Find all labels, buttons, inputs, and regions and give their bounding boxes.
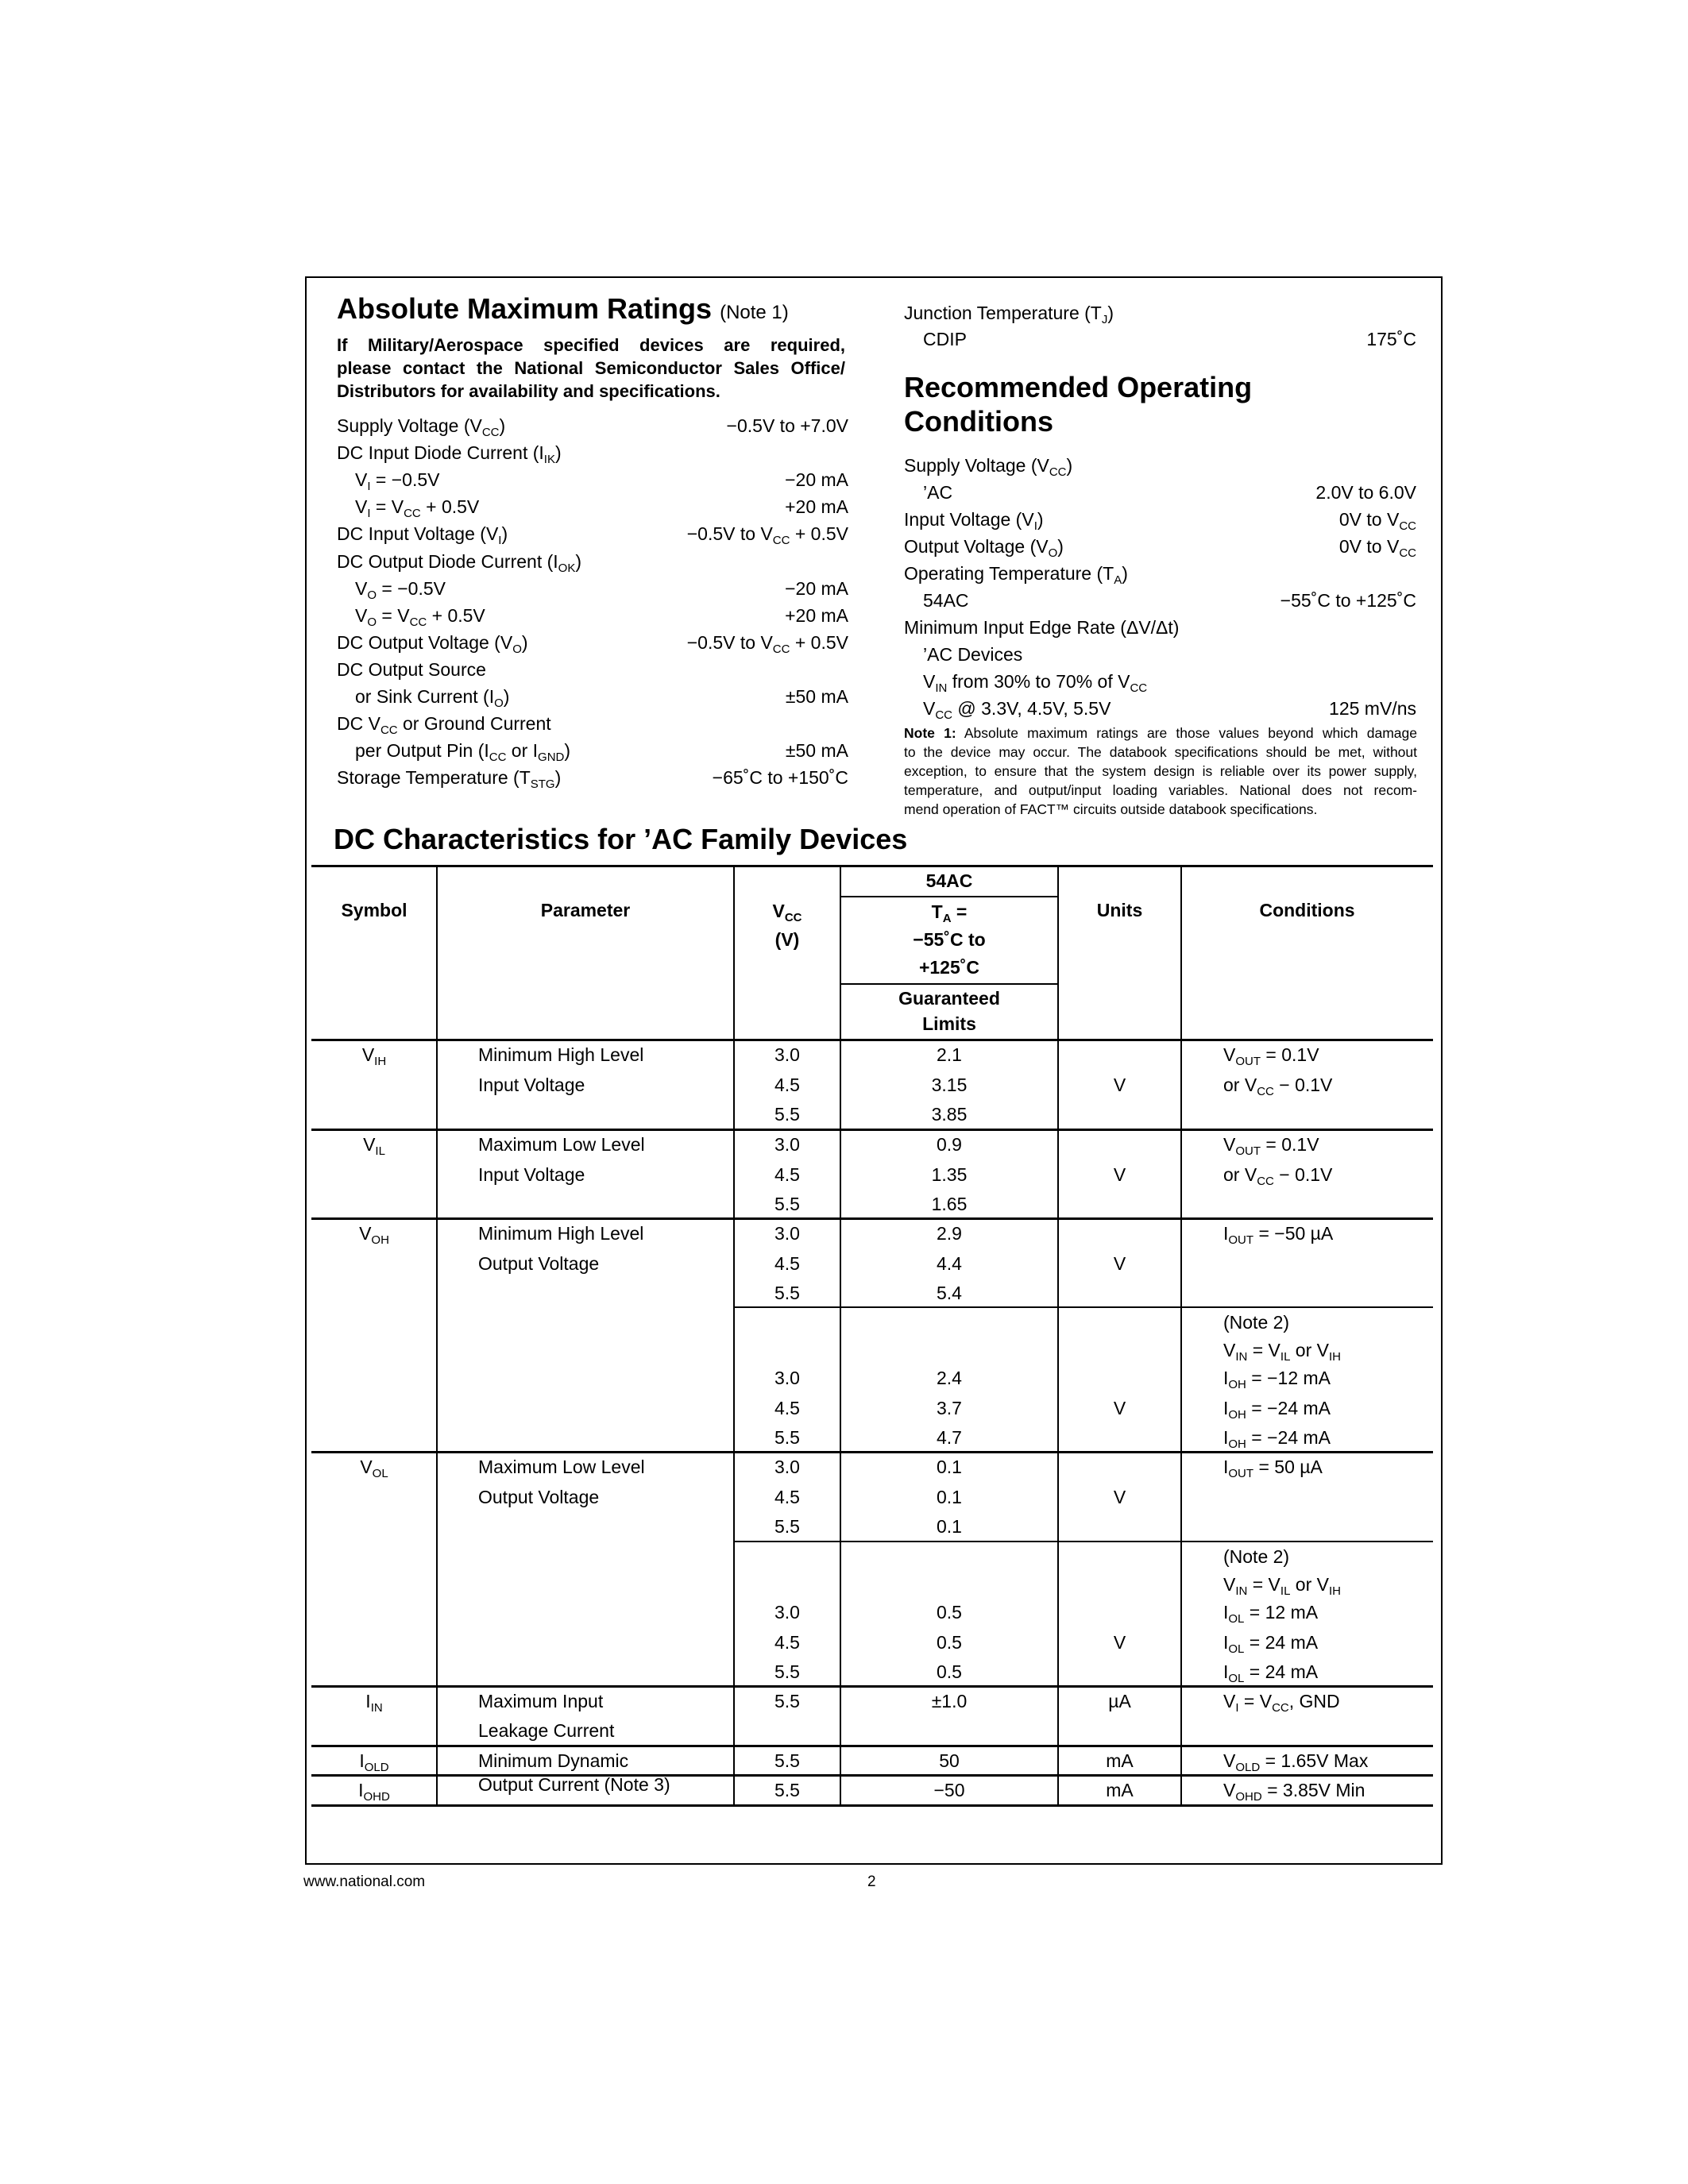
row-condition-note: (Note 2) (1223, 1312, 1290, 1333)
row-parameter: Leakage Current (478, 1720, 615, 1741)
amr-row-label: Supply Voltage $(V_{CC})$ (337, 415, 506, 439)
row-vcc: 5.5 (774, 1427, 800, 1448)
row-limit: 0.5 (937, 1661, 962, 1682)
footer-url[interactable]: www.national.com (303, 1873, 426, 1890)
roc-title-line: Conditions (904, 405, 1053, 438)
row-limit: 3.85 (931, 1104, 968, 1125)
amr-row-value: ±50 mA (785, 740, 848, 761)
amr-row-label: DC Output Voltage $(V_O)$ (337, 632, 528, 656)
amr-row-value: +20 mA (785, 605, 848, 626)
roc-ac-label: ’AC (923, 482, 953, 503)
row-unit: µA (1108, 1691, 1131, 1711)
amr-row-label: $V_I = V_{CC} + 0.5V$ (355, 496, 480, 520)
amr-row-value: −0.5V to $V_{CC} + 0.5V$ (686, 523, 848, 547)
row-unit: mA (1106, 1780, 1134, 1800)
row-condition: $V_{OHD} = 3.85V$ Min (1223, 1780, 1365, 1804)
row-symbol: $I_{OLD}$ (359, 1750, 389, 1774)
roc-supply-label: Supply Voltage $(V_{CC})$ (904, 455, 1073, 479)
row-unit: V (1113, 1074, 1126, 1095)
row-vcc: 3.0 (774, 1368, 800, 1388)
note-1-line: temperature, and output/input loading variables. National does not recom- (904, 782, 1417, 798)
row-limit: 0.5 (937, 1631, 962, 1653)
row-parameter: Input Voltage (478, 1074, 585, 1095)
row-vcc: 3.0 (774, 1602, 800, 1623)
table-col-rule (436, 865, 438, 1804)
amr-row-label: DC Input Diode Current $(I_{IK})$ (337, 442, 562, 466)
row-parameter: Output Current (Note 3) (478, 1774, 670, 1795)
amr-row-label: DC Output Source (337, 659, 486, 680)
row-vcc: 5.5 (774, 1283, 800, 1303)
roc-output-value: 0V to $V_{CC}$ (1338, 536, 1416, 560)
row-condition: $V_{IN} = V_{IL}$ or $V_{IH}$ (1223, 1574, 1341, 1598)
row-condition: $I_{OL} = 24$ mA (1223, 1661, 1319, 1685)
row-unit: V (1113, 1486, 1126, 1507)
row-symbol: $I_{OHD}$ (358, 1780, 390, 1804)
military-note-line: If Military/Aerospace specified devices are required, (337, 335, 845, 355)
amr-row-label: DC $V_{CC}$ or Ground Current (337, 713, 551, 737)
amr-row-label: per Output Pin ($I_{CC}$ or $I_{GND}$) (355, 740, 571, 764)
roc-vcc-label: $V_{CC}$ @ 3.3V, 4.5V, 5.5V (923, 698, 1111, 722)
row-limit: 50 (939, 1750, 960, 1771)
amr-row-label: DC Output Diode Current $(I_{OK})$ (337, 551, 582, 575)
header-vcc-unit: (V) (774, 929, 800, 950)
row-condition: $V_{IN} = V_{IL}$ or $V_{IH}$ (1223, 1340, 1341, 1364)
row-limit: 0.1 (937, 1457, 962, 1477)
row-condition: $V_{OLD} = 1.65V$ Max (1223, 1750, 1369, 1774)
note-1 (904, 723, 1417, 819)
row-parameter: Minimum High Level (478, 1223, 644, 1244)
row-condition: $V_{OUT} = 0.1V$ (1223, 1134, 1319, 1158)
row-vcc: 4.5 (774, 1074, 800, 1095)
row-vcc: 5.5 (774, 1104, 800, 1125)
amr-title-text: Absolute Maximum Ratings (337, 292, 713, 325)
row-condition: $I_{OH} = -12$ mA (1223, 1368, 1331, 1391)
roc-edge-label: Minimum Input Edge Rate (ΔV/Δt) (904, 617, 1180, 638)
note-1-line: to the device may occur. The databook specifications should be met, without (904, 744, 1417, 760)
roc-temp-label: Operating Temperature $(T_A)$ (904, 563, 1128, 587)
row-symbol: $V_{OH}$ (359, 1223, 389, 1247)
header-parameter: Parameter (540, 900, 631, 920)
roc-output-label: Output Voltage $(V_O)$ (904, 536, 1064, 560)
cdip-value: 175˚C (1366, 329, 1416, 349)
row-limit: 2.9 (937, 1223, 962, 1244)
roc-vin-label: $V_{IN}$ from 30% to 70% of $V_{CC}$ (923, 671, 1148, 695)
amr-row-label: $V_I = -0.5V$ (355, 469, 440, 493)
row-limit: ±1.0 (931, 1691, 968, 1711)
row-condition: $I_{OH} = -24$ mA (1223, 1427, 1331, 1451)
header-limits: Limits (922, 1013, 976, 1034)
row-limit: 0.1 (937, 1516, 962, 1537)
row-vcc: 3.0 (774, 1223, 800, 1244)
note-1-line: Absolute maximum ratings are those values beyond which damage (956, 725, 1418, 741)
header-vcc: $V_{CC}$ (772, 901, 802, 924)
row-limit: 1.65 (931, 1194, 968, 1214)
row-limit: 1.35 (931, 1163, 968, 1185)
row-parameter: Maximum Low Level (478, 1134, 645, 1155)
row-parameter: Minimum High Level (478, 1044, 644, 1065)
row-vcc: 3.0 (774, 1044, 800, 1065)
header-symbol: Symbol (341, 900, 408, 920)
roc-temp54-label: 54AC (923, 590, 969, 611)
amr-row-label: Storage Temperature $(T_{STG})$ (337, 767, 562, 791)
row-vcc: 5.5 (774, 1780, 800, 1800)
header-ta: $T_A$ = (931, 901, 968, 925)
amr-row-value: +20 mA (785, 496, 848, 517)
roc-vcc-value: 125 mV/ns (1329, 698, 1416, 719)
row-unit: V (1113, 1163, 1126, 1185)
row-vcc: 5.5 (774, 1750, 800, 1771)
roc-temp54-value: −55˚C to +125˚C (1280, 590, 1416, 611)
row-parameter: Maximum Low Level (478, 1457, 645, 1477)
header-54ac: 54AC (925, 870, 973, 891)
note-1-line: mend operation of FACT™ circuits outside databook specifications. (904, 801, 1318, 817)
row-limit: −50 (933, 1780, 965, 1800)
row-parameter: Output Voltage (478, 1486, 600, 1507)
row-condition-note: (Note 2) (1223, 1546, 1290, 1567)
note-1-line: exception, to ensure that the system design is reliable over its power supply, (904, 763, 1417, 779)
amr-row-label: DC Input Voltage $(V_I)$ (337, 523, 508, 547)
note-1-lead: Note 1: (904, 725, 956, 741)
header-ta-range: +125˚C (918, 957, 980, 978)
row-condition: $I_{OL} = 12$ mA (1223, 1602, 1319, 1626)
row-condition: $V_I = V_{CC}$, GND (1223, 1691, 1340, 1715)
row-symbol: $V_{IL}$ (363, 1134, 385, 1158)
row-unit: V (1113, 1631, 1126, 1653)
row-limit: 0.9 (937, 1134, 962, 1155)
row-limit: 3.7 (937, 1397, 962, 1418)
amr-row-value: −0.5V to $V_{CC} + 0.5V$ (686, 632, 848, 656)
row-vcc: 3.0 (774, 1457, 800, 1477)
row-vcc: 3.0 (774, 1134, 800, 1155)
header-ta-range: −55˚C to (913, 929, 986, 950)
row-vcc: 5.5 (774, 1516, 800, 1537)
row-unit: V (1113, 1397, 1126, 1418)
row-symbol: $V_{OL}$ (360, 1457, 388, 1480)
amr-title (337, 292, 789, 326)
military-note (337, 334, 845, 403)
row-condition: $V_{OUT} = 0.1V$ (1223, 1044, 1319, 1068)
row-parameter: Minimum Dynamic (478, 1750, 629, 1771)
row-vcc: 4.5 (774, 1163, 800, 1185)
row-limit: 0.1 (937, 1486, 962, 1507)
row-unit: mA (1106, 1750, 1134, 1771)
row-vcc: 5.5 (774, 1691, 800, 1711)
amr-row-value: −20 mA (785, 578, 848, 599)
row-limit: 4.4 (937, 1252, 962, 1274)
roc-title (904, 370, 1252, 438)
row-parameter: Input Voltage (478, 1163, 585, 1185)
header-conditions: Conditions (1259, 900, 1355, 920)
page-number: 2 (867, 1873, 876, 1890)
row-parameter: Maximum Input (478, 1691, 604, 1711)
row-unit: V (1113, 1252, 1126, 1274)
row-condition: $I_{OUT} = 50$ µA (1223, 1457, 1323, 1480)
header-units: Units (1096, 900, 1143, 920)
row-vcc: 5.5 (774, 1661, 800, 1682)
row-condition: $I_{OUT} = -50$ µA (1223, 1223, 1334, 1247)
roc-input-label: Input Voltage $(V_I)$ (904, 509, 1044, 533)
row-limit: 3.15 (931, 1074, 968, 1095)
row-symbol: $V_{IH}$ (361, 1044, 387, 1068)
row-limit: 5.4 (937, 1283, 962, 1303)
junction-label: Junction Temperature $(T_J)$ (904, 303, 1114, 326)
row-condition: $I_{OL} = 24$ mA (1223, 1631, 1319, 1656)
roc-ac-value: 2.0V to 6.0V (1315, 482, 1416, 503)
roc-title-line: Recommended Operating (904, 371, 1253, 403)
row-limit: 4.7 (937, 1427, 962, 1448)
amr-row-label: or Sink Current $(I_O)$ (355, 686, 510, 710)
military-note-line: please contact the National Semiconductor Sales Office/ (337, 358, 845, 378)
row-limit: 2.4 (937, 1368, 962, 1388)
roc-edge-devices: ’AC Devices (923, 644, 1023, 665)
table-col-rule (1180, 865, 1182, 1804)
row-vcc: 4.5 (774, 1397, 800, 1418)
military-note-line: Distributors for availability and specifications. (337, 381, 720, 401)
row-vcc: 4.5 (774, 1486, 800, 1507)
row-limit: 0.5 (937, 1602, 962, 1623)
dc-title: DC Characteristics for ’AC Family Devices (334, 823, 908, 855)
row-vcc: 4.5 (774, 1252, 800, 1274)
row-symbol: $I_{IN}$ (365, 1691, 383, 1715)
row-condition: or $V_{CC} - 0.1V$ (1223, 1163, 1333, 1188)
row-vcc: 4.5 (774, 1631, 800, 1653)
roc-input-value: 0V to $V_{CC}$ (1338, 509, 1416, 533)
row-vcc: 5.5 (774, 1194, 800, 1214)
amr-row-label: $V_O = V_{CC} + 0.5V$ (355, 605, 485, 629)
header-guaranteed: Guaranteed (898, 988, 1000, 1009)
row-condition: $I_{OH} = -24$ mA (1223, 1397, 1331, 1422)
cdip-label: CDIP (923, 329, 967, 349)
row-condition: or $V_{CC} - 0.1V$ (1223, 1074, 1333, 1098)
amr-row-value: ±50 mA (785, 686, 848, 707)
amr-note-ref: (Note 1) (720, 302, 789, 323)
amr-row-value: −65˚C to +150˚C (712, 767, 848, 788)
amr-row-label: $V_O = -0.5V$ (355, 578, 446, 602)
amr-row-value: −20 mA (785, 469, 848, 490)
amr-row-value: −0.5V to +7.0V (726, 415, 848, 436)
row-parameter: Output Voltage (478, 1252, 600, 1274)
row-limit: 2.1 (937, 1044, 962, 1065)
